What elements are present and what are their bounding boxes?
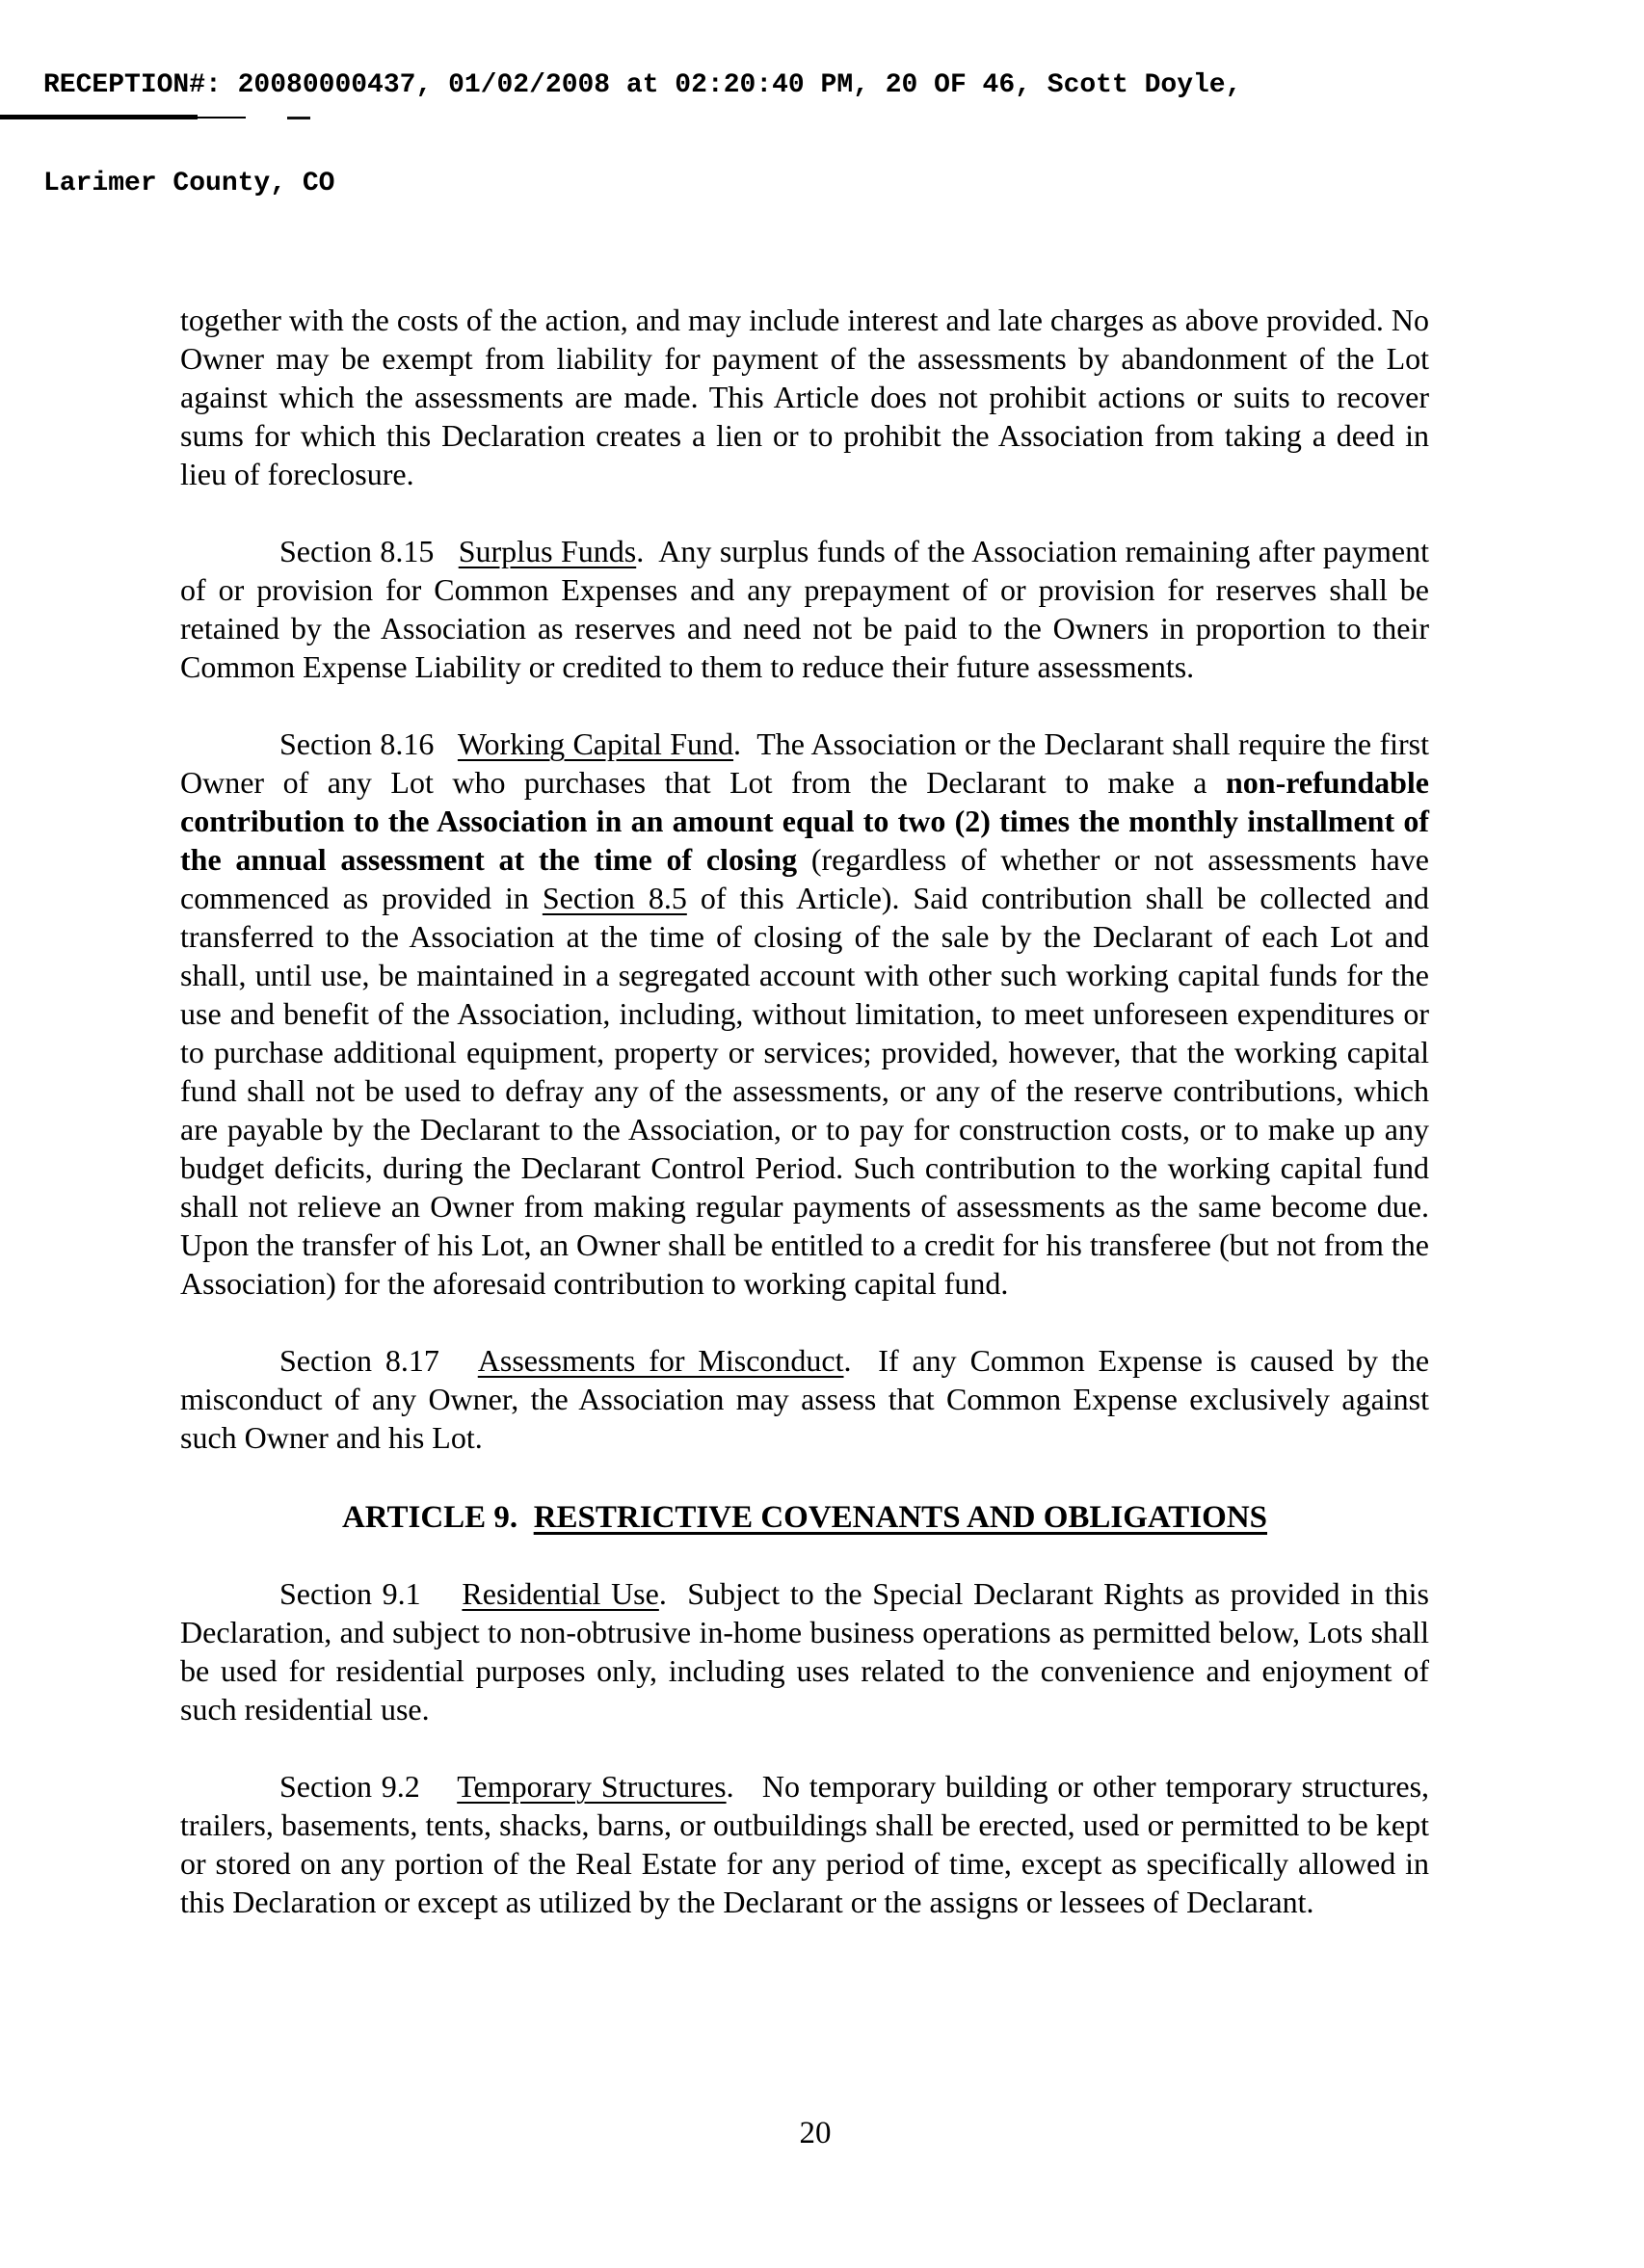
separator-line-tail [145,117,246,119]
text-run: Working Capital Fund [457,726,734,761]
text-run: Residential Use [462,1576,659,1611]
text-run: Section 8.5 [542,881,687,915]
text-run: RESTRICTIVE COVENANTS AND OBLIGATIONS [533,1500,1268,1535]
text-run: Section 9.1 [279,1576,463,1611]
text-run: together with the costs of the action, and may include interest and late charges as above provided. No Owner may be exempt from liability for payment of the assessments by abandonment of the Lot against which the assessments are made. This Article does not prohibit actions or suits to recover sums for which this Declaration creates a lien or to prohibit the Association from taking a deed in lieu of foreclosure. [180,303,1437,491]
text-run: ARTICLE 9. [341,1500,534,1535]
document-body [180,301,1438,1960]
article-9-heading [180,1495,1429,1540]
paragraph-section-8-17 [180,1341,1438,1457]
text-run: Section 8.16 [279,726,458,761]
recording-stamp [43,4,1241,266]
text-run: . If any Common Expense is caused by the misconduct of any Owner, the Association may assess that Common Expense exclusively against such Owner and his Lot. [180,1343,1438,1455]
paragraph-section-9-2 [180,1767,1438,1921]
text-run: Section 9.2 [279,1769,458,1804]
text-run: of this Article). Said contribution shall be collected and transferred to the Association at the time of closing of the sale by the Declarant of each Lot and shall, until use, be maintained in a segregated account with other such working capital funds for the use and benefit of the Association, including, without limitation, to meet unforeseen expenditures or to purchase additional equipment, property or services; provided, however, that the working capital fund shall not be used to defray any of the assessments, or any of the reserve contributions, which are payable by the Declarant to the Association, or to pay for construction costs, or to make up any budget deficits, during the Declarant Control Period. Such contribution to the working capital fund shall not relieve an Owner from making regular payments of assessments as the same become due. Upon the transfer of his Lot, an Owner shall be entitled to a credit for his transferee (but not from the Association) for the aforesaid contribution to working capital fund. [180,881,1438,1301]
paragraph-section-8-15 [180,532,1438,686]
text-run: Surplus Funds [458,534,637,568]
text-run: . The Association or the Declarant shall require the first Owner of any Lot who purchases that Lot from the Declarant to make a [180,726,1438,800]
page-number: 20 [799,2116,832,2150]
text-run: . Any surplus funds of the Association remaining after payment of or provision for Common Expenses and any prepayment of or provision for reserves shall be retained by the Association as reserves and need not be paid to the Owners in proportion to their Common Expense Liability or credited to them to reduce their future assessments. [180,534,1438,684]
text-run: Assessments for Misconduct [477,1343,844,1378]
text-run: Section 8.17 [279,1343,478,1378]
text-run: non-refundable contribution to the Association in an amount equal to two (2) times the monthly installment of the annual assessment at the time of closing [180,765,1437,877]
recording-stamp-line-1: RECEPTION#: 20080000437, 01/02/2008 at 02:20:40 PM, 20 OF 46, Scott Doyle, [43,70,1242,100]
text-run: (regardless of whether or not assessments have commenced as provided in [180,842,1438,915]
paragraph-assessments-continuation [180,301,1437,493]
paragraph-section-9-1 [180,1574,1438,1728]
separator-dash [287,117,310,119]
paragraph-section-8-16 [180,725,1438,1303]
text-run: Temporary Structures [457,1769,727,1804]
text-run: Section 8.15 [279,534,459,568]
text-run: . No temporary building or other temporary structures, trailers, basements, tents, shacks, barns, or outbuildings shall be erected, used or permitted to be kept or stored on any portion of the Real Estate for any period of time, except as specifically allowed in this Declaration or except as utilized by the Declarant or the assigns or lessees of Declarant. [180,1769,1438,1919]
text-run: . Subject to the Special Declarant Rights as provided in this Declaration, and subject to non-obtrusive in-home business operations as permitted below, Lots shall be used for residential purposes only, including uses related to the convenience and enjoyment of such residential use. [180,1576,1438,1727]
recording-stamp-line-2: Larimer County, CO [43,169,335,198]
